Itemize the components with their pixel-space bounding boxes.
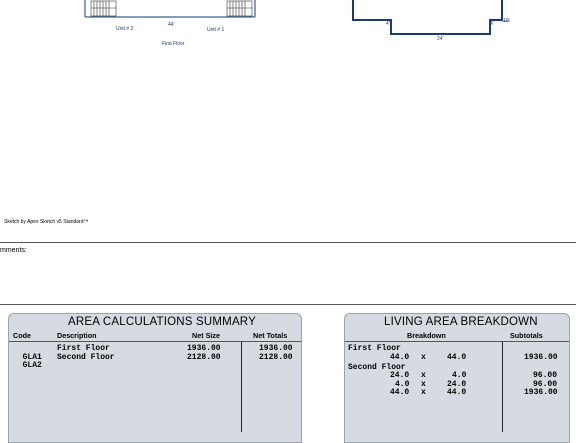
row-net-total: 1936.00 <box>259 344 293 353</box>
right-dim-b: 10' <box>503 18 510 24</box>
first-floor-sketch <box>70 0 270 24</box>
col-net-totals-header: Net Totals <box>253 331 288 340</box>
right-dim-bottom: 24' <box>437 36 444 42</box>
row-description: Second Floor <box>57 352 115 362</box>
left-stair-icon <box>91 1 116 16</box>
sketch-credit: Sketch by Apex Sketch v5 Standard™ <box>4 219 89 225</box>
col-net-size-header: Net Size <box>192 331 220 340</box>
breakdown-x: x <box>421 388 426 397</box>
col-description-header: Description <box>57 331 97 340</box>
row-net-total: 2128.00 <box>259 352 293 362</box>
breakdown-subtotal: 96.00 <box>533 379 558 389</box>
area-col-divider <box>241 342 242 432</box>
breakdown-b: 44.0 <box>447 352 467 362</box>
breakdown-b: 44.0 <box>447 388 467 397</box>
row-code: GLA1 <box>22 352 42 362</box>
right-dim-a: 4' <box>386 21 390 27</box>
col-subtotals-header: Subtotals <box>510 331 543 340</box>
floor-label: First Floor <box>162 41 185 47</box>
section-label-first-floor: First Floor <box>348 344 401 353</box>
second-floor-sketch <box>350 0 520 40</box>
area-summary-title: AREA CALCULATIONS SUMMARY <box>68 316 256 328</box>
right-dim-c: 4' <box>490 21 494 27</box>
breakdown-a: 44.0 <box>390 352 410 362</box>
breakdown-x: x <box>421 379 426 389</box>
breakdown-subtotal: 96.00 <box>533 371 558 380</box>
divider-top <box>0 242 576 243</box>
row-net-size: 1936.00 <box>187 344 221 353</box>
breakdown-x: x <box>421 352 426 362</box>
row-code: GLA2 <box>22 361 42 370</box>
section-label-second-floor: Second Floor <box>348 362 406 372</box>
right-stair-icon <box>227 1 252 16</box>
living-breakdown-title: LIVING AREA BREAKDOWN <box>384 316 538 328</box>
divider-bottom <box>0 304 576 305</box>
col-code-header: Code <box>13 331 31 340</box>
col-breakdown-header: Breakdown <box>407 331 446 340</box>
breakdown-a: 4.0 <box>395 379 410 389</box>
unit-1-label: Unit # 1 <box>207 27 225 33</box>
breakdown-x: x <box>421 371 426 380</box>
comments-label: mments: <box>0 247 27 254</box>
breakdown-subtotal: 1936.00 <box>524 388 558 397</box>
row-description: First Floor <box>57 344 110 353</box>
breakdown-a: 44.0 <box>390 388 410 397</box>
living-header-rule <box>345 341 569 342</box>
breakdown-a: 24.0 <box>390 371 410 380</box>
width-dimension: 44' <box>168 22 175 28</box>
breakdown-subtotal: 1936.00 <box>524 352 558 362</box>
living-col-divider <box>502 342 503 432</box>
area-header-rule <box>9 341 301 342</box>
breakdown-b: 24.0 <box>447 379 467 389</box>
breakdown-b: 4.0 <box>452 371 467 380</box>
unit-2-label: Unit # 2 <box>116 26 134 32</box>
row-net-size: 2128.00 <box>187 352 221 362</box>
table-row <box>13 354 42 371</box>
